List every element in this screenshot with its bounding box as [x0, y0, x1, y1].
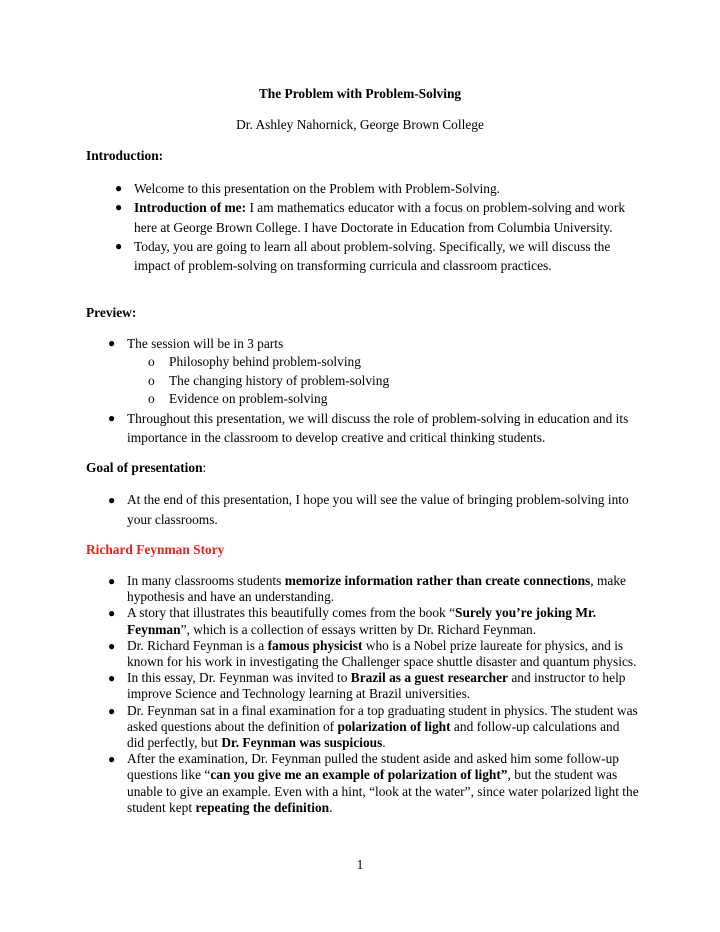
document-title: The Problem with Problem-Solving	[258, 86, 462, 101]
bullet-icon: ●	[108, 752, 116, 767]
list-item: ● Throughout this presentation, we will discuss the role of problem-solving in education and its importance in the classroom to develop creative and critical thinking students.	[108, 410, 629, 446]
bullet-icon: ●	[108, 574, 116, 588]
list-item: ● At the end of this presentation, I hope you will see the value of bringing problem-solving into your classrooms.	[108, 492, 629, 527]
list-item: ● Introduction of me: I am mathematics educator with a focus on problem-solving and work here at George Brown College. I have Doctorate in Education from Columbia University.	[115, 200, 626, 235]
preview-sublist	[127, 353, 635, 409]
list-item: ● Dr. Feynman sat in a final examination for a top graduating student in physics. The student was asked questions about the definition of polarization of light and follow-up calculations and did perfectly, but Dr. Feynman was suspicious.	[108, 702, 638, 751]
bullet-icon: ●	[108, 493, 116, 507]
list-item: ● In many classrooms students memorize information rather than create connections, make hypothesis and have an understanding.	[108, 573, 626, 605]
circle-bullet-icon: o	[148, 391, 155, 407]
bullet-icon: ●	[108, 336, 116, 350]
feynman-list	[108, 573, 639, 816]
sub-list-item: o The changing history of problem-solving	[169, 372, 635, 391]
bullet-icon: ●	[115, 238, 123, 253]
bullet-icon: ●	[115, 181, 123, 195]
bullet-icon: ●	[108, 671, 116, 686]
circle-bullet-icon: o	[148, 372, 155, 388]
page-number: 1	[356, 857, 364, 872]
circle-bullet-icon: o	[148, 354, 155, 370]
list-item: ● A story that illustrates this beautifully comes from the book “Surely you’re joking Mr. Feynman”, which is a collection of essays written by Dr. Richard Feynman.	[108, 605, 597, 637]
preview-list	[108, 334, 635, 447]
goal-list	[108, 490, 637, 530]
list-item: ● Today, you are going to learn all about problem-solving. Specifically, we will discuss the impact of problem-solving on transforming curricula and classroom practices.	[115, 238, 611, 274]
bullet-icon: ●	[108, 638, 116, 653]
list-item: ● Dr. Richard Feynman is a famous physicist who is a Nobel prize laureate for physics, and is known for his work in investigating the Challenger space shuttle disaster and quantum physics.	[108, 637, 637, 670]
bullet-icon: ●	[115, 200, 123, 215]
sub-list-item: o Evidence on problem-solving	[169, 390, 635, 409]
feynman-heading: Richard Feynman Story	[86, 542, 225, 557]
bullet-icon: ●	[108, 410, 116, 425]
list-item: ● After the examination, Dr. Feynman pulled the student aside and asked him some follow-up questions like “can you give me an example of polarization of light”, but the student was unable to give an example. Even with a hint, “look at the water”, since water polarized light the student kept repeating the definition.	[108, 751, 639, 815]
sub-list-item: o Philosophy behind problem-solving	[169, 353, 635, 372]
list-item: ● The session will be in 3 parts o Philosophy behind problem-solving o The changing history of problem-solving o Evidence on problem-solving	[127, 334, 635, 409]
introduction-heading: Introduction:	[86, 148, 164, 163]
preview-heading: Preview:	[86, 305, 137, 320]
document-author: Dr. Ashley Nahornick, George Brown College	[236, 117, 484, 132]
goal-heading: Goal of presentation:	[86, 460, 207, 475]
introduction-list	[115, 179, 634, 275]
list-item: ● Welcome to this presentation on the Problem with Problem-Solving.	[134, 179, 634, 198]
bullet-icon: ●	[108, 606, 116, 621]
bullet-icon: ●	[108, 703, 116, 718]
list-item: ● In this essay, Dr. Feynman was invited to Brazil as a guest researcher and instructor to help improve Science and Technology learning at Brazil universities.	[108, 670, 626, 702]
